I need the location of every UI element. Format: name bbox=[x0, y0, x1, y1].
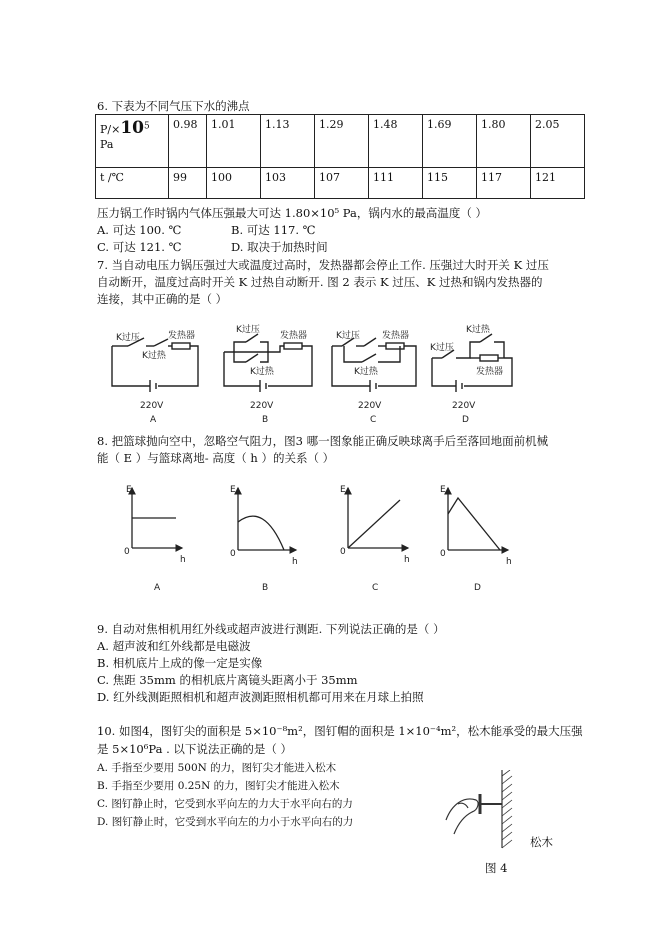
graph-letter: A bbox=[154, 583, 161, 593]
table-row-temperature bbox=[96, 168, 585, 199]
table-cell: 1.29 bbox=[315, 115, 369, 168]
axis-h-label: h bbox=[506, 557, 512, 567]
q10-option-c: C. 图钉静止时，它受到水平向左的力大于水平向右的力 bbox=[97, 798, 353, 810]
q10-option-a: A. 手指至少要用 500N 的力，图钉尖才能进入松木 bbox=[97, 762, 337, 774]
q10-line-2: 是 5×10⁶Pa . 以下说法正确的是（ ） bbox=[97, 742, 293, 756]
axis-h-label: h bbox=[292, 557, 298, 567]
table-cell: 99 bbox=[169, 168, 207, 199]
energy-height-graphs bbox=[118, 478, 528, 598]
label-k-overpressure: K过压 bbox=[236, 325, 260, 335]
label-heater: 发热器 bbox=[382, 331, 410, 341]
q9-option-a: A. 超声波和红外线都是电磁波 bbox=[97, 639, 251, 653]
table-cell: 100 bbox=[207, 168, 261, 199]
q7-line-1: 7. 当自动电压力锅压强过大或温度过高时，发热器都会停止工作. 压强过大时开关 K 过压 bbox=[97, 258, 549, 272]
label-heater: 发热器 bbox=[280, 331, 308, 341]
q9-option-b: B. 相机底片上成的像一定是实像 bbox=[97, 656, 263, 670]
table-cell: 1.69 bbox=[423, 115, 477, 168]
q9-stem: 9. 自动对焦相机用红外线或超声波进行测距. 下列说法正确的是（ ） bbox=[97, 622, 445, 636]
graph-letter: B bbox=[262, 583, 269, 593]
q9-option-d: D. 红外线测距照相机和超声波测距照相机都可用来在月球上拍照 bbox=[97, 690, 424, 704]
axis-e-label: E bbox=[230, 485, 236, 495]
table-cell: 117 bbox=[477, 168, 531, 199]
label-k-overheat: K过热 bbox=[250, 367, 274, 377]
label-k-overpressure: K过压 bbox=[336, 331, 360, 341]
label-k-overheat: K过热 bbox=[142, 351, 166, 361]
q8-line-1: 8. 把篮球抛向空中，忽略空气阻力，图3 哪一图象能正确反映球离手后至落回地面前机械 bbox=[97, 434, 549, 448]
label-voltage: 220V bbox=[140, 401, 164, 411]
temperature-header-cell: t /℃ bbox=[96, 168, 169, 199]
label-k-overpressure: K过压 bbox=[430, 343, 454, 353]
axis-e-label: E bbox=[340, 485, 346, 495]
table-cell: 103 bbox=[261, 168, 315, 199]
q10-line-1: 10. 如图4，图钉尖的面积是 5×10⁻⁸m²，图钉帽的面积是 1×10⁻⁴m²，松木能承受的最大压强 bbox=[97, 724, 583, 738]
q6-stem: 压力锅工作时锅内气体压强最大可达 1.80×10⁵ Pa，锅内水的最高温度（ ） bbox=[97, 206, 488, 220]
thumbtack-figure bbox=[438, 770, 523, 850]
label-k-overheat: K过热 bbox=[354, 367, 378, 377]
table-cell: 121 bbox=[531, 168, 585, 199]
figure-pine-label: 松木 bbox=[530, 835, 553, 849]
origin-label: 0 bbox=[440, 549, 446, 559]
table-cell: 2.05 bbox=[531, 115, 585, 168]
q6-option-c: C. 可达 121. ℃ bbox=[97, 240, 182, 254]
q7-line-3: 连接，其中正确的是（ ） bbox=[97, 292, 228, 306]
label-heater: 发热器 bbox=[168, 331, 196, 341]
table-cell: 115 bbox=[423, 168, 477, 199]
origin-label: 0 bbox=[124, 547, 130, 557]
axis-h-label: h bbox=[180, 555, 186, 565]
circuit-letter: D bbox=[462, 415, 469, 425]
q6-option-a: A. 可达 100. ℃ bbox=[97, 223, 182, 237]
table-cell: 1.13 bbox=[261, 115, 315, 168]
origin-label: 0 bbox=[340, 547, 346, 557]
axis-e-label: E bbox=[440, 485, 446, 495]
q6-title: 6. 下表为不同气压下水的沸点 bbox=[97, 99, 250, 113]
q6-option-b: B. 可达 117. ℃ bbox=[231, 223, 316, 237]
label-voltage: 220V bbox=[358, 401, 382, 411]
q10-option-d: D. 图钉静止时，它受到水平向左的力小于水平向右的力 bbox=[97, 816, 354, 828]
q7-line-2: 自动断开，温度过高时开关 K 过热自动断开. 图 2 表示 K 过压、K 过热和锅内发热器的 bbox=[97, 275, 543, 289]
boiling-point-table bbox=[95, 114, 585, 199]
circuit-letter: A bbox=[150, 415, 157, 425]
table-row-pressure bbox=[96, 115, 585, 168]
table-cell: 1.48 bbox=[369, 115, 423, 168]
label-voltage: 220V bbox=[452, 401, 476, 411]
label-k-overheat: K过热 bbox=[466, 325, 490, 335]
table-cell: 1.80 bbox=[477, 115, 531, 168]
axis-h-label: h bbox=[404, 555, 410, 565]
circuit-diagrams bbox=[100, 318, 560, 428]
circuit-letter: B bbox=[262, 415, 269, 425]
table-cell: 111 bbox=[369, 168, 423, 199]
graph-letter: D bbox=[474, 583, 481, 593]
circuit-letter: C bbox=[370, 415, 377, 425]
table-cell: 1.01 bbox=[207, 115, 261, 168]
pressure-header-cell: $P/\times 10^5$ Pa bbox=[96, 115, 169, 168]
label-heater: 发热器 bbox=[476, 367, 504, 377]
circuit-c bbox=[332, 338, 416, 392]
circuit-b bbox=[224, 334, 312, 392]
label-k-overpressure: K过压 bbox=[116, 333, 140, 343]
origin-label: 0 bbox=[230, 549, 236, 559]
q8-line-2: 能（ E ）与篮球离地- 高度（ h ）的关系（ ） bbox=[97, 451, 335, 465]
q6-option-d: D. 取决于加热时间 bbox=[231, 240, 328, 254]
q10-option-b: B. 手指至少要用 0.25N 的力，图钉尖才能进入松木 bbox=[97, 780, 340, 792]
axis-e-label: E bbox=[126, 485, 132, 495]
table-cell: 107 bbox=[315, 168, 369, 199]
label-voltage: 220V bbox=[250, 401, 274, 411]
table-cell: 0.98 bbox=[169, 115, 207, 168]
q9-option-c: C. 焦距 35mm 的相机底片离镜头距离小于 35mm bbox=[97, 673, 358, 687]
circuit-a bbox=[112, 338, 198, 392]
figure-caption: 图 4 bbox=[485, 861, 508, 875]
graph-letter: C bbox=[372, 583, 379, 593]
